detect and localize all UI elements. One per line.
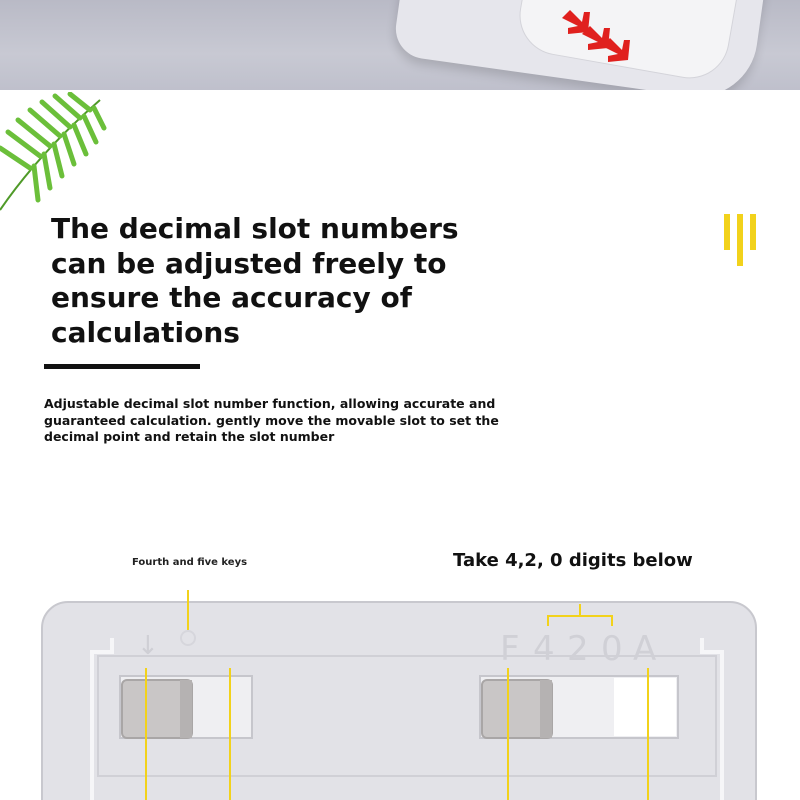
panel-letter-f: F bbox=[500, 629, 520, 669]
top-product-photo bbox=[0, 0, 800, 90]
panel-letter-4: 4 bbox=[533, 629, 555, 669]
callout-take-digits: Take 4,2, 0 digits below bbox=[453, 550, 693, 571]
panel-letter-a: A bbox=[633, 629, 657, 669]
description: Adjustable decimal slot number function, allowing accurate and guaranteed calculation. gently move the movable slot to set the decimal point and retain the slot number bbox=[44, 396, 499, 444]
panel-letter-2: 2 bbox=[567, 629, 589, 669]
headline: The decimal slot numbers can be adjusted freely to ensure the accuracy of calculations bbox=[51, 212, 459, 349]
decorative-bars-icon bbox=[722, 214, 758, 266]
down-arrow-icon: ↓ bbox=[137, 631, 159, 661]
callout-fourth-five-keys: Fourth and five keys bbox=[132, 557, 248, 568]
red-arrow-icon bbox=[556, 4, 636, 66]
decimal-slot-panel bbox=[0, 590, 800, 800]
divider bbox=[44, 364, 200, 369]
panel-letter-0: 0 bbox=[601, 629, 623, 669]
leaf-icon bbox=[0, 92, 110, 212]
